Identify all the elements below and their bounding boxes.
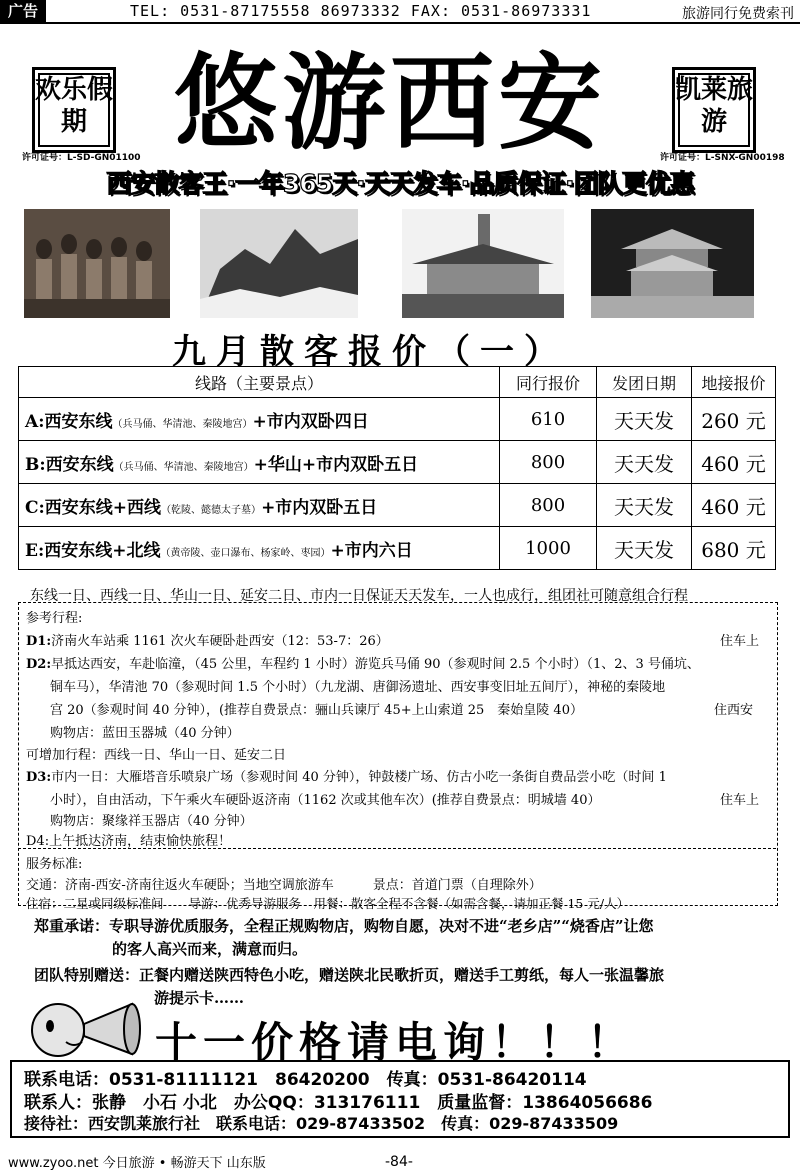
top-divider — [0, 22, 800, 24]
schedule-note: 东线一日、西线一日、华山一日、延安二日、市内一日保证天天发车，一人也成行，组团社可随意组合行程 — [30, 588, 688, 604]
footer-site: www.zyoo.net 今日旅游 • 畅游天下 山东版 — [8, 1156, 266, 1171]
left-logo-stamp: 欢乐假期 — [32, 67, 116, 153]
day2-line-2: 铜车马），华清池 70（参观时间 1.5 个小时）（九龙湖、唐御汤遗址、西安事变旧址五间厅），神秘的秦陵地 — [50, 680, 666, 695]
section-divider — [18, 848, 776, 849]
promise-line-2: 的客人高兴而来，满意而归。 — [112, 940, 308, 958]
local-price-cell: 260 元 — [692, 398, 776, 441]
price-cell: 610 — [500, 398, 597, 441]
day2-stay: 住西安 — [714, 703, 754, 718]
service-title: 服务标准: — [26, 857, 83, 872]
top-right-note: 旅游同行免费索刊 — [682, 6, 794, 22]
day2-line-1: D2:早抵达西安，车赴临潼，（45 公里，车程约 1 小时）游览兵马俑 90（参观时间 2.5 个小时）（1、2、3 号俑坑、 — [26, 657, 700, 672]
price-heading: 九月散客报价（一） — [172, 332, 568, 372]
price-cell: 800 — [500, 484, 597, 527]
bell-tower-image — [591, 209, 754, 318]
itinerary-title: 参考行程: — [26, 611, 83, 626]
gift-line-2: 游提示卡…… — [154, 989, 245, 1007]
left-license: 许可证号：L-SD-GN01100 — [22, 153, 141, 163]
route-cell: B:西安东线（兵马俑、华清池、秦陵地宫）+华山+市内双卧五日 — [19, 441, 500, 484]
col-price: 同行报价 — [500, 367, 597, 398]
table-row — [19, 527, 776, 570]
day2-shop: 购物店：蓝田玉器城（40 分钟） — [50, 726, 240, 741]
local-price-cell: 460 元 — [692, 441, 776, 484]
call-for-price: 十一价格请电询！！！ — [155, 1018, 636, 1067]
col-date: 发团日期 — [597, 367, 692, 398]
mountain-image — [200, 209, 358, 318]
page-title: 悠游西安 — [173, 41, 606, 164]
service-line-2: 住宿：二星或同级标准间 导游：优秀导游服务 用餐：散客全程不含餐（如需含餐，请加正餐 15 元/人） — [26, 896, 630, 911]
contact-agency-line: 接待社：西安凯莱旅行社 联系电话：029-87433502 传真：029-87433509 — [24, 1114, 619, 1133]
day3-stay: 住车上 — [720, 793, 760, 808]
page-number: -84- — [385, 1154, 413, 1170]
col-route: 线路（主要景点） — [19, 367, 500, 398]
day2-line-3: 宫 20（参观时间 40 分钟），(推荐自费景点：骊山兵谏厅 45+上山索道 25 秦始皇陵 40） — [50, 703, 583, 718]
contact-person-line: 联系人：张静 小石 小北 办公QQ：313176111 质量监督：13864056686 — [24, 1093, 653, 1113]
ad-tag: 广告 — [0, 0, 46, 22]
terracotta-image — [24, 209, 170, 318]
day1-line: D1:济南火车站乘 1161 次火车硬卧赴西安（12：53-7：26） — [26, 634, 389, 649]
table-row — [19, 441, 776, 484]
local-price-cell: 680 元 — [692, 527, 776, 570]
photo-pagoda — [402, 209, 564, 318]
price-cell: 1000 — [500, 527, 597, 570]
route-cell: A:西安东线（兵马俑、华清池、秦陵地宫）+市内双卧四日 — [19, 398, 500, 441]
service-line-1: 交通：济南-西安-济南往返火车硬卧；当地空调旅游车 景点：首道门票（自理除外） — [26, 878, 542, 893]
gift-line-1: 团队特别赠送：正餐内赠送陕西特色小吃，赠送陕北民歌折页，赠送手工剪纸，每人一张温馨旅 — [34, 966, 665, 984]
day3-line-1: D3:市内一日：大雁塔音乐喷泉广场（参观时间 40 分钟），钟鼓楼广场、仿古小吃一条街自费品尝小吃（时间 1 — [26, 770, 667, 785]
table-header-row — [19, 367, 776, 398]
day3-shop: 购物店：聚缘祥玉器店（40 分钟） — [50, 814, 253, 829]
photo-bell-tower — [591, 209, 754, 318]
route-cell: C:西安东线+西线（乾陵、懿德太子墓）+市内双卧五日 — [19, 484, 500, 527]
slogan-banner: 西安散客王·一年365天·天天发车·品质保证·团队更优惠 — [106, 169, 694, 198]
table-row — [19, 484, 776, 527]
price-table — [18, 366, 776, 570]
top-contact-line: TEL: 0531-87175558 86973332 FAX: 0531-86973331 — [130, 2, 592, 20]
local-price-cell: 460 元 — [692, 484, 776, 527]
extra-options: 可增加行程：西线一日、华山一日、延安二日 — [26, 748, 287, 763]
photo-huashan — [200, 209, 358, 318]
right-logo-stamp: 凯莱旅游 — [672, 67, 756, 153]
date-cell: 天天发 — [597, 527, 692, 570]
col-local: 地接报价 — [692, 367, 776, 398]
contact-phone-line: 联系电话：0531-81111121 86420200 传真：0531-86420114 — [24, 1070, 587, 1090]
date-cell: 天天发 — [597, 484, 692, 527]
price-cell: 800 — [500, 441, 597, 484]
megaphone-mascot-icon — [22, 996, 150, 1058]
day4-line: D4:上午抵达济南，结束愉快旅程！ — [26, 834, 232, 849]
day1-stay: 住车上 — [720, 634, 760, 649]
pagoda-image — [402, 209, 564, 318]
promise-line-1: 郑重承诺：专职导游优质服务，全程正规购物店，购物自愿，决对不进“老乡店”“烧香店”让您 — [34, 917, 654, 935]
photo-terracotta-warriors — [24, 209, 170, 318]
table-row — [19, 398, 776, 441]
date-cell: 天天发 — [597, 398, 692, 441]
route-cell: E:西安东线+北线（黄帝陵、壶口瀑布、杨家岭、枣园）+市内六日 — [19, 527, 500, 570]
date-cell: 天天发 — [597, 441, 692, 484]
day3-line-2: 小时），自由活动，下午乘火车硬卧返济南（1162 次或其他车次）(推荐自费景点：明城墙 40） — [50, 793, 601, 808]
right-license: 许可证号：L-SNX-GN00198 — [660, 153, 785, 163]
